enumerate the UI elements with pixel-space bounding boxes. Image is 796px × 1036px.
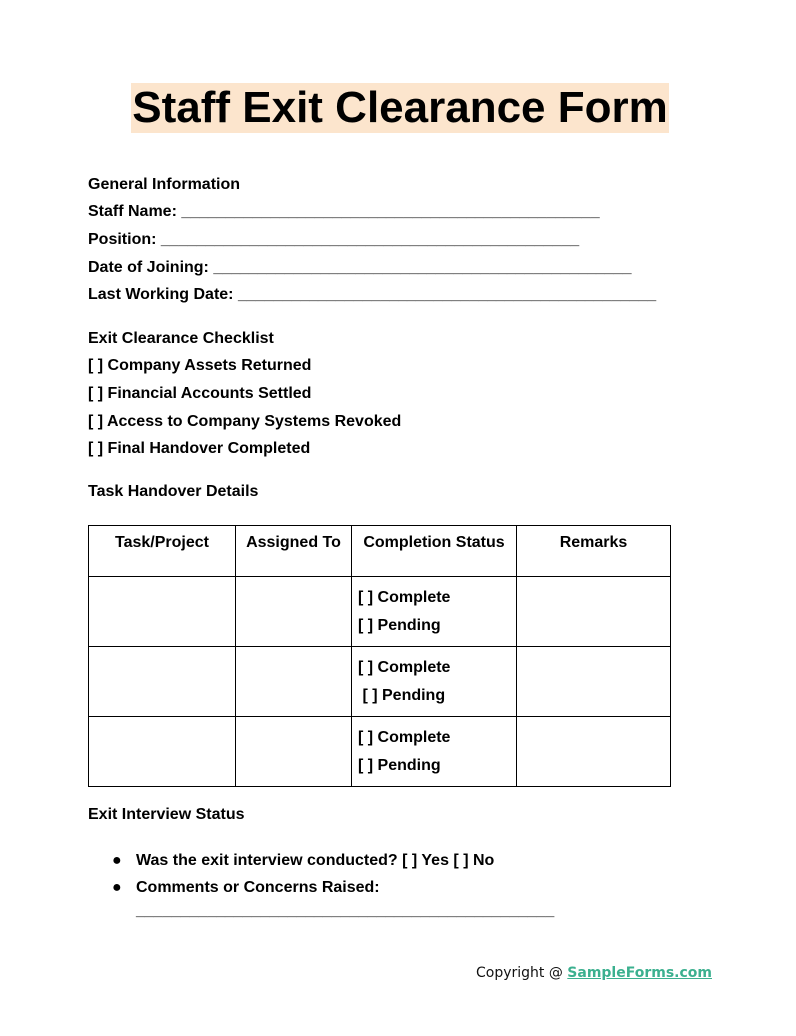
bullet-icon: ●: [112, 852, 122, 869]
comments-label: Comments or Concerns Raised:: [136, 879, 380, 896]
checklist-item-access[interactable]: [ ] Access to Company Systems Revoked: [88, 413, 402, 430]
staff-name-field[interactable]: [88, 202, 600, 222]
list-item[interactable]: [0, 847, 494, 874]
checklist-item-assets[interactable]: [ ] Company Assets Returned: [88, 357, 312, 374]
interview-heading: Exit Interview Status: [88, 806, 245, 823]
position-label: Position:: [88, 231, 157, 248]
status-cell: [352, 577, 517, 647]
status-complete-option[interactable]: [ ] Complete: [358, 589, 451, 606]
last-working-date-label: Last Working Date:: [88, 286, 234, 303]
status-cell: [352, 647, 517, 717]
status-pending-option[interactable]: [ ] Pending: [358, 686, 446, 704]
comments-blank[interactable]: _______________________________________________: [136, 902, 555, 919]
checklist-item-handover[interactable]: [ ] Final Handover Completed: [88, 440, 311, 457]
staff-name-label: Staff Name:: [88, 203, 177, 220]
checklist-heading: Exit Clearance Checklist: [88, 330, 274, 347]
status-pending-option[interactable]: [ ] Pending: [358, 616, 441, 634]
table-row: [89, 717, 671, 787]
assigned-cell[interactable]: [236, 717, 352, 787]
date-of-joining-label: Date of Joining:: [88, 259, 209, 276]
sampleforms-link[interactable]: SampleForms.com: [567, 965, 712, 981]
assigned-cell[interactable]: [236, 577, 352, 647]
assigned-cell[interactable]: [236, 647, 352, 717]
task-cell[interactable]: [89, 577, 236, 647]
remarks-cell[interactable]: [517, 577, 671, 647]
table-row: [89, 577, 671, 647]
task-cell[interactable]: [89, 647, 236, 717]
task-cell[interactable]: [89, 717, 236, 787]
title-wrapper: [0, 83, 796, 133]
interview-list: [0, 847, 494, 901]
status-cell: [352, 717, 517, 787]
status-complete-option[interactable]: [ ] Complete: [358, 659, 451, 676]
column-header-remarks: Remarks: [517, 526, 671, 577]
date-of-joining-blank[interactable]: _______________________________________________: [213, 259, 632, 276]
column-header-status: Completion Status: [352, 526, 517, 577]
handover-table: [88, 525, 671, 787]
column-header-assigned: Assigned To: [236, 526, 352, 577]
remarks-cell[interactable]: [517, 647, 671, 717]
column-header-task: Task/Project: [89, 526, 236, 577]
table-header-row: [89, 526, 671, 577]
remarks-cell[interactable]: [517, 717, 671, 787]
status-pending-option[interactable]: [ ] Pending: [358, 756, 441, 774]
last-working-date-field[interactable]: [88, 285, 656, 305]
general-info-heading: General Information: [88, 176, 241, 193]
bullet-icon: ●: [112, 879, 122, 896]
status-complete-option[interactable]: [ ] Complete: [358, 729, 451, 746]
date-of-joining-field[interactable]: [88, 258, 632, 278]
copyright-prefix: Copyright @: [475, 965, 568, 981]
handover-heading: Task Handover Details: [88, 483, 259, 500]
position-field[interactable]: [88, 230, 579, 250]
position-blank[interactable]: _______________________________________________: [160, 231, 580, 248]
table-row: [89, 647, 671, 717]
footer-copyright: [476, 963, 712, 983]
checklist-item-financial[interactable]: [ ] Financial Accounts Settled: [88, 385, 312, 402]
page-title: Staff Exit Clearance Form: [132, 83, 668, 132]
last-working-date-blank[interactable]: _______________________________________________: [237, 286, 657, 303]
list-item: [0, 874, 494, 901]
interview-conducted-question: Was the exit interview conducted? [ ] Yes [ ] No: [136, 852, 495, 869]
staff-name-blank[interactable]: _______________________________________________: [181, 203, 600, 220]
